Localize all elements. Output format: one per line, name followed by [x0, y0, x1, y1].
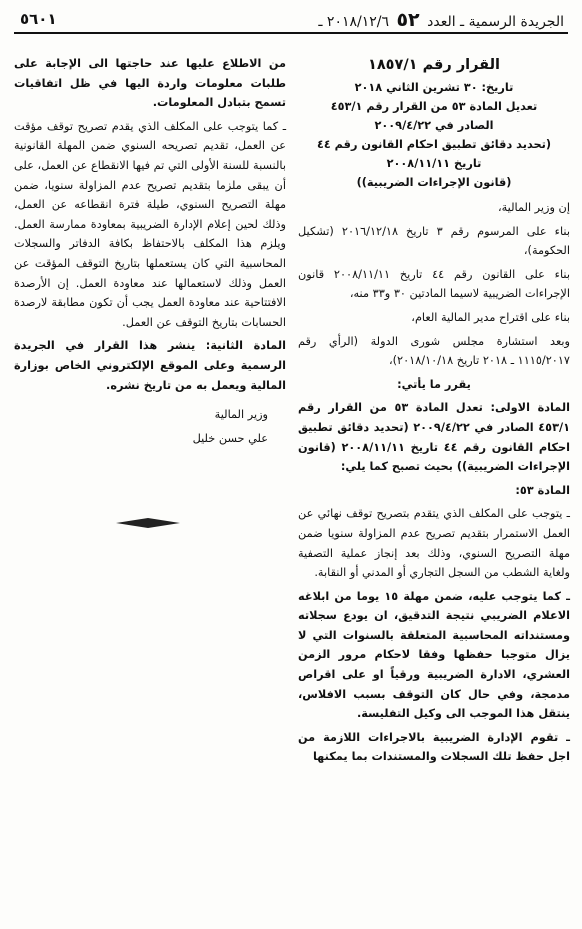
council-consultation: وبعد استشارة مجلس شورى الدولة (الرأي رقم ١١١٥/٢٠١٧ ـ ٢٠١٨ تاريخ ٢٠١٨/١٠/١٨)،	[298, 334, 570, 368]
decides-heading: يقرر ما يأتي:	[397, 377, 471, 391]
paragraph-tax-admin: ـ تقوم الإدارة الضريبية بالاجراءات اللازمة من اجل حفظ تلك السجلات والمستندات بما يمكنها	[298, 730, 570, 764]
issue-number: ٥٢	[396, 9, 420, 31]
end-divider-left	[116, 518, 148, 528]
decision-date: تاريخ: ٣٠ تشرين الثاني ٢٠١٨	[354, 81, 514, 94]
page-number: ٥٦٠١	[20, 10, 57, 28]
article-53-label: المادة ٥٣:	[515, 483, 570, 497]
end-divider-right	[148, 518, 180, 528]
paragraph-records-deposit: ـ كما يتوجب عليه، ضمن مهلة ١٥ يوما من ابلاغه الاعلام الضريبي نتيجة التدقيق، ان يودع سجلاته ومستنداته المحاسبية المتعلقة بالسنوات التي لا يزال متوجبا حفظها وفقا لاحكام مرور الزمن العشري، الادارة الضريبية ورقياً او على اقراص مدمجة، وفي حال كان التوقف بسبب الافلاس، ينتقل هذا الموجب الى وكيل التفليسة.	[298, 589, 570, 721]
amendment-line-5: (قانون الإجراءات الضريبية))	[356, 176, 512, 189]
left-column	[14, 54, 286, 452]
gazette-name: الجريدة الرسمية ـ العدد	[427, 14, 564, 30]
decision-title: القرار رقم ١٨٥٧/١	[367, 57, 501, 73]
amendment-line-2: الصادر في ٢٠٠٩/٤/٢٢	[374, 119, 494, 132]
based-on-decree: بناء على المرسوم رقم ٣ تاريخ ٢٠١٦/١٢/١٨ (تشكيل الحكومة)،	[298, 224, 570, 258]
based-on-proposal: بناء على اقتراح مدير المالية العام،	[411, 310, 570, 324]
minister-intro: إن وزير المالية،	[497, 201, 570, 214]
signature-title: وزير المالية	[214, 408, 268, 422]
amendment-line-4: تاريخ ٢٠٠٨/١١/١١	[386, 157, 482, 170]
amendment-line-1: تعديل المادة ٥٣ من القرار رقم ٤٥٣/١	[330, 100, 538, 113]
signature-name: علي حسن خليل	[192, 431, 268, 445]
paragraph-final-cessation: ـ يتوجب على المكلف الذي يتقدم بتصريح توقف نهائي عن العمل الاستمرار بتقديم تصريح عدم المزاولة سنويا ضمن مهلة التصريح السنوي، وذلك بعد إنجاز عملية التصفية ولغاية الشطب من السجل التجاري أو المدني أو النقابة.	[298, 507, 570, 580]
paragraph-continuation: من الاطلاع عليها عند حاجتها الى الإجابة على طلبات معلومات واردة اليها في ظل اتفاقيات تسمح بتبادل المعلومات.	[14, 57, 286, 110]
gazette-issue-line	[318, 9, 564, 31]
article-one: المادة الاولى: تعدل المادة ٥٣ من القرار رقم ٤٥٣/١ الصادر في ٢٠٠٩/٤/٢٢ (تحديد دقائق تطبيق احكام القانون رقم ٤٤ تاريخ ٢٠٠٨/١١/١١ (قانون الإجراءات الضريبية)) بحيث تصبح كما يلي:	[298, 401, 570, 474]
right-column	[298, 54, 570, 771]
page-header	[14, 6, 568, 34]
issue-date: ٢٠١٨/١٢/٦ ـ	[318, 14, 389, 30]
based-on-law: بناء على القانون رقم ٤٤ تاريخ ٢٠٠٨/١١/١١ قانون الإجراءات الضريبية لاسيما المادتين ٣٠ و٣٣ منه،	[298, 267, 570, 301]
article-two: المادة الثانية: ينشر هذا القرار في الجريدة الرسمية وعلى الموقع الإلكتروني الخاص بوزارة المالية ويعمل به من تاريخ نشره.	[14, 339, 286, 392]
amendment-line-3: (تحديد دقائق تطبيق احكام القانون رقم ٤٤	[316, 138, 552, 151]
paragraph-temporary-cessation: ـ كما يتوجب على المكلف الذي يقدم تصريح توقف مؤقت عن العمل، تقديم تصريحه السنوي ضمن المهلة القانونية بالنسبة للسنة الأولى التي تم فيها الانقطاع عن العمل، على أن يبقى ملزما بتقديم تصريح عدم المزاولة سنويا، ضمن مهلة التصريح السنوي، طيلة فترة انقطاعه عن العمل، وذلك لحين إعلام الإدارة الضريبية بمعاودة ممارسة العمل. ويلزم هذا المكلف بالاحتفاظ بكافة الدفاتر والسجلات المحاسبية التي كان يستعملها بتاريخ التوقف المؤقت عن العمل وذلك لاستعمالها عند معاودة العمل. إن الأرصدة الافتتاحية عند معاودة العمل يجب أن تكون مطابقة لارصدة الحسابات بتاريخ التوقف عن العمل.	[14, 119, 286, 329]
